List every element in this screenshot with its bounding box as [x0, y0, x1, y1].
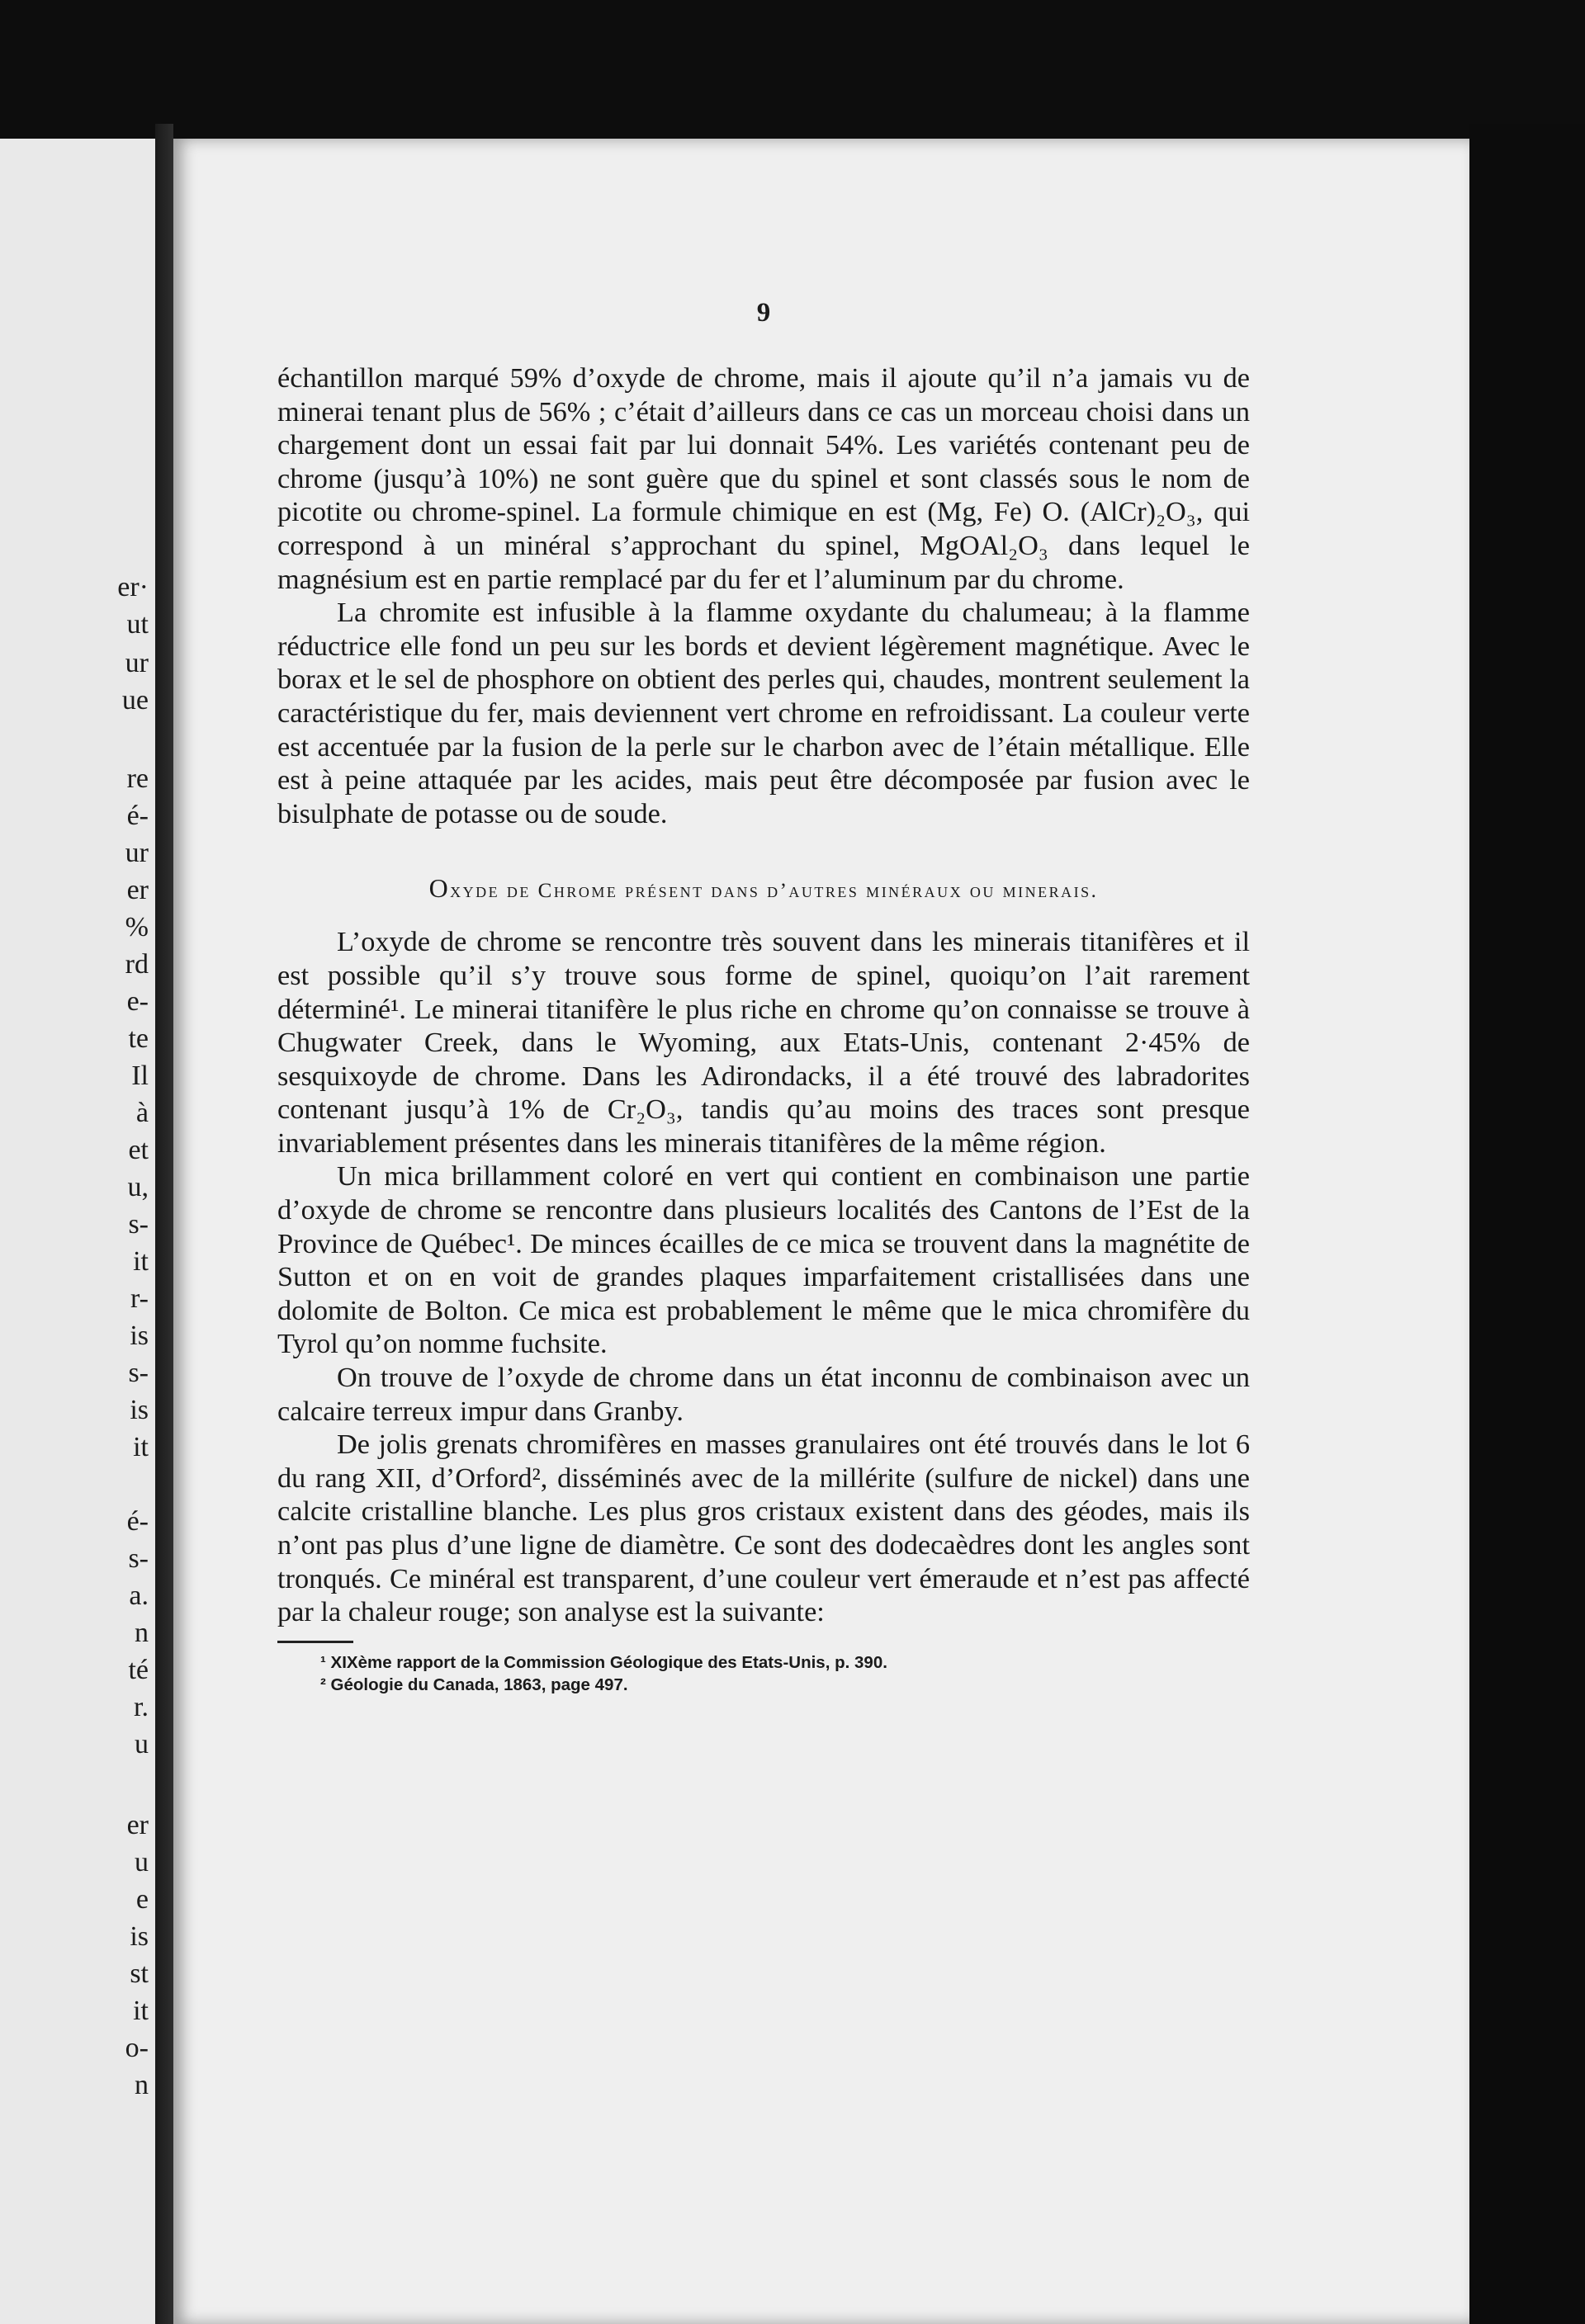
previous-page-edge	[0, 139, 155, 2324]
fragment: Il	[131, 1060, 149, 1091]
scan-border	[1469, 124, 1585, 2324]
document-page	[173, 139, 1469, 2324]
footnote-divider	[277, 1641, 353, 1643]
section-heading: Oxyde de Chrome présent dans d’autres minéraux ou minerais.	[428, 873, 1099, 904]
fragment: r-	[130, 1283, 149, 1314]
book-gutter	[155, 124, 173, 2324]
fragment: té	[128, 1655, 149, 1685]
fragment: u	[135, 1847, 149, 1878]
fragment: is	[130, 1921, 149, 1952]
paragraph: échantillon marqué 59% d’oxyde de chrome, mais il ajoute qu’il n’a jamais vu de minerai tenant plus de 56% ; c’était d’ailleurs dans ce cas un morceau choisi dans un chargement dont un essai fait par lui donnait 54%. Les variétés contenant peu de chrome (jusqu’à 10%) ne sont guère que du spinel et sont classés sous le nom de picotite ou chrome-spinel. La formule chimique en est (Mg, Fe) O. (AlCr)₂O₃, qui correspond à un minéral s’approchant du spinel, MgOAl₂O₃ dans lequel le magnésium est en partie remplacé par du fer et l’aluminum par du chrome.	[277, 362, 1250, 595]
footnote: ¹ XIXème rapport de la Commission Géologique des Etats-Unis, p. 390.	[320, 1652, 887, 1672]
fragment: s-	[128, 1543, 149, 1574]
footnotes	[277, 1651, 1250, 1696]
fragment: ut	[126, 609, 149, 640]
fragment: ur	[125, 648, 149, 678]
paragraph: L’oxyde de chrome se rencontre très souvent dans les minerais titanifères et il est possible qu’il s’y trouve sous forme de spinel, quoiqu’on l’ait rarement déterminé¹. Le minerai titanifère le plus riche en chrome qu’on connaisse se trouve à Chugwater Creek, dans le Wyoming, aux Etats-Unis, contenant 2·45% de sesquixoyde de chrome. Dans les Adirondacks, il a été trouvé des labradorites contenant jusqu’à 1% de Cr₂O₃, tandis qu’au moins des traces sont presque invariablement présentes dans les minerais titanifères de la même région.	[277, 926, 1250, 1159]
fragment: is	[130, 1320, 149, 1351]
fragment: re	[126, 763, 149, 794]
fragment: et	[128, 1135, 149, 1165]
fragment: n	[135, 2070, 149, 2100]
page-number: 9	[756, 298, 771, 328]
fragment: er·	[117, 572, 149, 602]
footnote: ² Géologie du Canada, 1863, page 497.	[320, 1675, 628, 1694]
fragment: er	[126, 875, 149, 905]
fragment: it	[133, 1246, 149, 1277]
fragment: e	[135, 1884, 149, 1915]
paragraph: La chromite est infusible à la flamme oxydante du chalumeau; à la flamme réductrice elle fond un peu sur les bords et devient légèrement magnétique. Avec le borax et le sel de phosphore on obtient des perles qui, chaudes, montrent seulement la caractéristique du fer, mais deviennent vert chrome en refroidissant. La couleur verte est accentuée par la fusion de la perle sur le charbon avec de l’étain métallique. Elle est à peine attaquée par les acides, mais peut être décomposée par fusion avec le bisulphate de potasse ou de soude.	[277, 597, 1250, 829]
fragment: it	[133, 1996, 149, 2026]
paragraph: De jolis grenats chromifères en masses granulaires ont été trouvés dans le lot 6 du rang XII, d’Orford², disséminés avec de la millérite (sulfure de nickel) dans une calcite cristalline blanche. Les plus gros cristaux existent dans des géodes, mais ils n’ont pas plus d’une ligne de diamètre. Ce sont des dodecaèdres dont les angles sont tronqués. Ce minéral est transparent, d’une couleur vert émeraude et n’est pas affecté par la chaleur rouge; son analyse est la suivante:	[277, 1429, 1250, 1628]
fragment: st	[130, 1958, 149, 1989]
fragment: é-	[126, 1506, 149, 1537]
fragment: u,	[127, 1172, 149, 1202]
fragment: it	[133, 1432, 149, 1462]
fragment: r.	[134, 1692, 149, 1722]
paragraph: On trouve de l’oxyde de chrome dans un état inconnu de combinaison avec un calcaire terreux impur dans Granby.	[277, 1362, 1250, 1427]
fragment: é-	[126, 801, 149, 831]
fragment: à	[135, 1098, 149, 1128]
fragment: u	[135, 1729, 149, 1760]
fragment: te	[128, 1023, 149, 1054]
fragment: er	[126, 1810, 149, 1840]
fragment: a.	[129, 1580, 149, 1611]
fragment: ur	[125, 838, 149, 868]
fragment: e-	[126, 986, 149, 1017]
body-text	[277, 361, 1250, 1696]
fragment: o-	[125, 2033, 149, 2063]
fragment: is	[130, 1395, 149, 1425]
fragment: s-	[128, 1358, 149, 1388]
fragment: rd	[125, 949, 149, 980]
fragment: %	[125, 912, 149, 942]
fragment: n	[135, 1618, 149, 1648]
fragment: ue	[121, 685, 149, 716]
fragment: s-	[128, 1209, 149, 1240]
paragraph: Un mica brillamment coloré en vert qui contient en combinaison une partie d’oxyde de chrome se rencontre dans plusieurs localités des Cantons de l’Est de la Province de Québec¹. De minces écailles de ce mica se trouvent dans la magnétite de Sutton et on en voit de grandes plaques imparfaitement cristallisées dans une dolomite de Bolton. Ce mica est probablement le même que le mica chromifère du Tyrol qu’on nomme fuchsite.	[277, 1160, 1250, 1360]
